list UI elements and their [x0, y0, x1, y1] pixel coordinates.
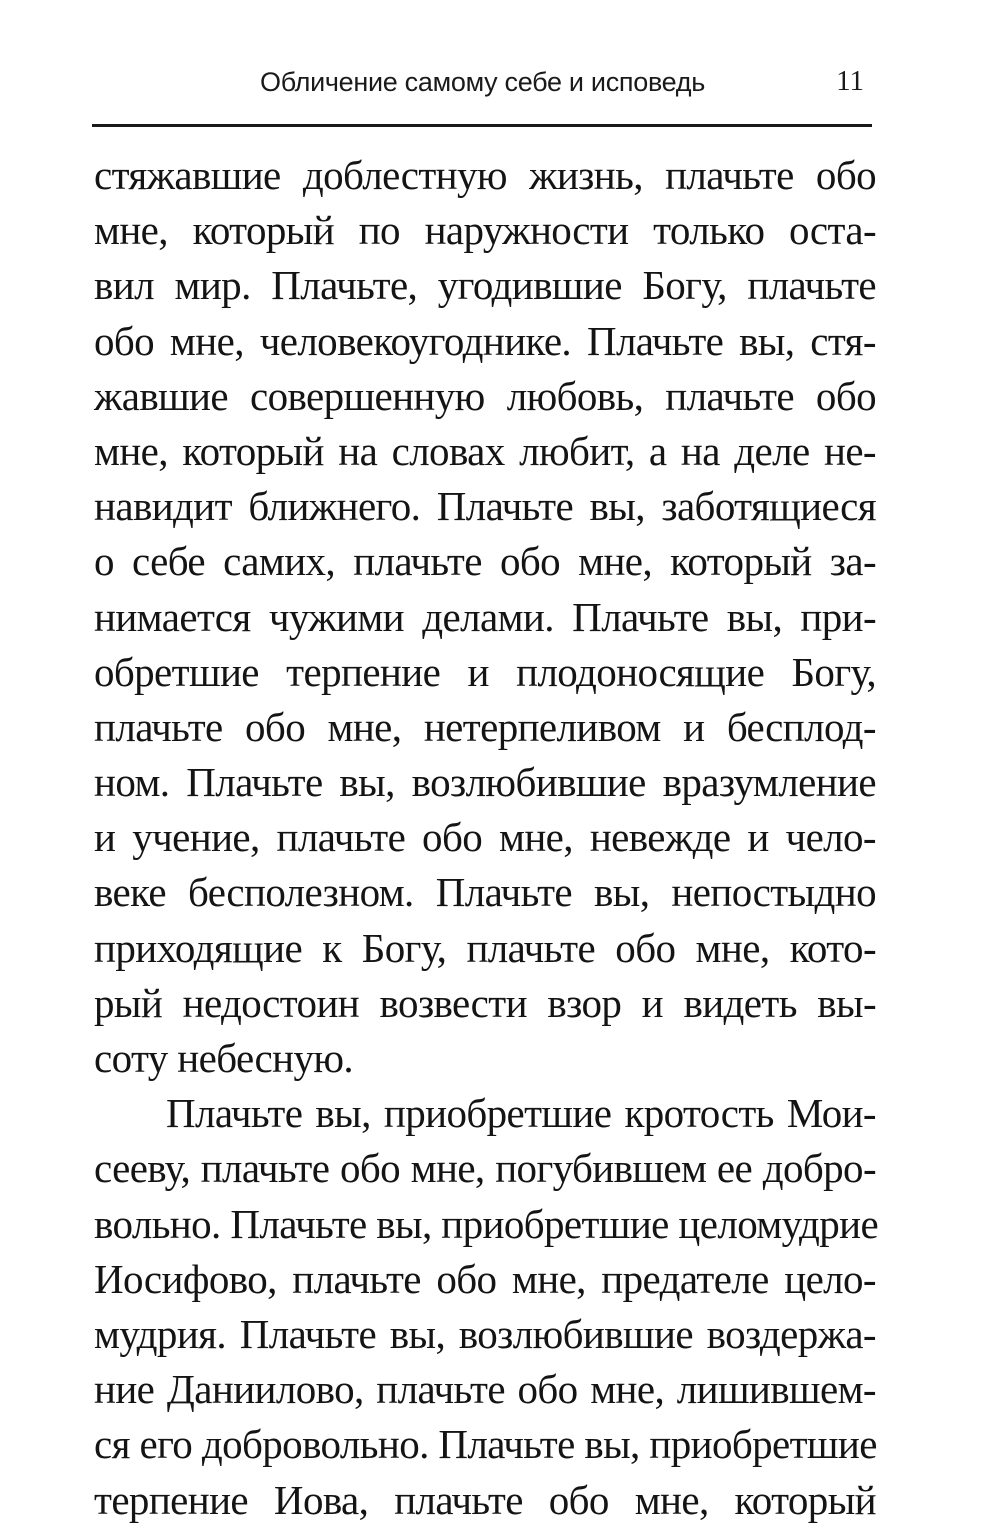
- text-line: вольно. Плачьте вы, приобретшие целомудрие: [94, 1200, 879, 1247]
- text-line: мне, который по наружности только оста-: [94, 207, 876, 254]
- text-line: вил мир. Плачьте, угодившие Богу, плачьте: [94, 262, 876, 309]
- header-rule: [92, 124, 872, 127]
- text-line: ном. Плачьте вы, возлюбившие вразумление: [94, 759, 876, 806]
- text-line: рый недостоин возвести взор и видеть вы-: [94, 979, 876, 1026]
- text-line: жавшие совершенную любовь, плачьте обо: [94, 372, 876, 419]
- text-line: соту небесную.: [94, 1035, 354, 1081]
- running-title: Обличение самому себе и исповедь: [260, 67, 706, 97]
- text-line: Плачьте вы, приобретшие кротость Мои-: [166, 1090, 876, 1137]
- text-line: обо мне, человекоугоднике. Плачьте вы, стя-: [94, 317, 876, 364]
- text-line: о себе самих, плачьте обо мне, который за-: [94, 538, 876, 585]
- text-line: Иосифово, плачьте обо мне, предателе цело-: [94, 1255, 876, 1302]
- text-line: терпение Иова, плачьте обо мне, который: [94, 1476, 876, 1523]
- text-line: стяжавшие доблестную жизнь, плачьте обо: [94, 152, 876, 198]
- text-line: обретшие терпение и плодоносящие Богу,: [94, 648, 876, 695]
- text-line: веке бесполезном. Плачьте вы, непостыдно: [94, 869, 876, 916]
- text-line: мне, который на словах любит, а на деле не-: [94, 427, 876, 474]
- page-number: 11: [836, 65, 864, 97]
- paragraph-1: [94, 148, 876, 1086]
- text-line: ние Даниилово, плачьте обо мне, лишившем-: [94, 1366, 876, 1413]
- paragraph-2: [94, 1086, 879, 1528]
- text-line: мудрия. Плачьте вы, возлюбившие воздержа-: [94, 1310, 876, 1357]
- text-line: приходящие к Богу, плачьте обо мне, кото-: [94, 924, 876, 971]
- text-line: навидит ближнего. Плачьте вы, заботящиеся: [94, 483, 876, 530]
- body-text: [94, 148, 879, 1528]
- text-line: нимается чужими делами. Плачьте вы, при-: [94, 593, 876, 640]
- text-line: сееву, плачьте обо мне, погубившем ее добро-: [94, 1145, 876, 1192]
- text-line: и учение, плачьте обо мне, невежде и чело-: [94, 814, 876, 861]
- text-line: ся его добровольно. Плачьте вы, приобретшие: [94, 1421, 877, 1468]
- text-line: плачьте обо мне, нетерпеливом и бесплод-: [94, 703, 876, 750]
- page-header: [92, 62, 872, 110]
